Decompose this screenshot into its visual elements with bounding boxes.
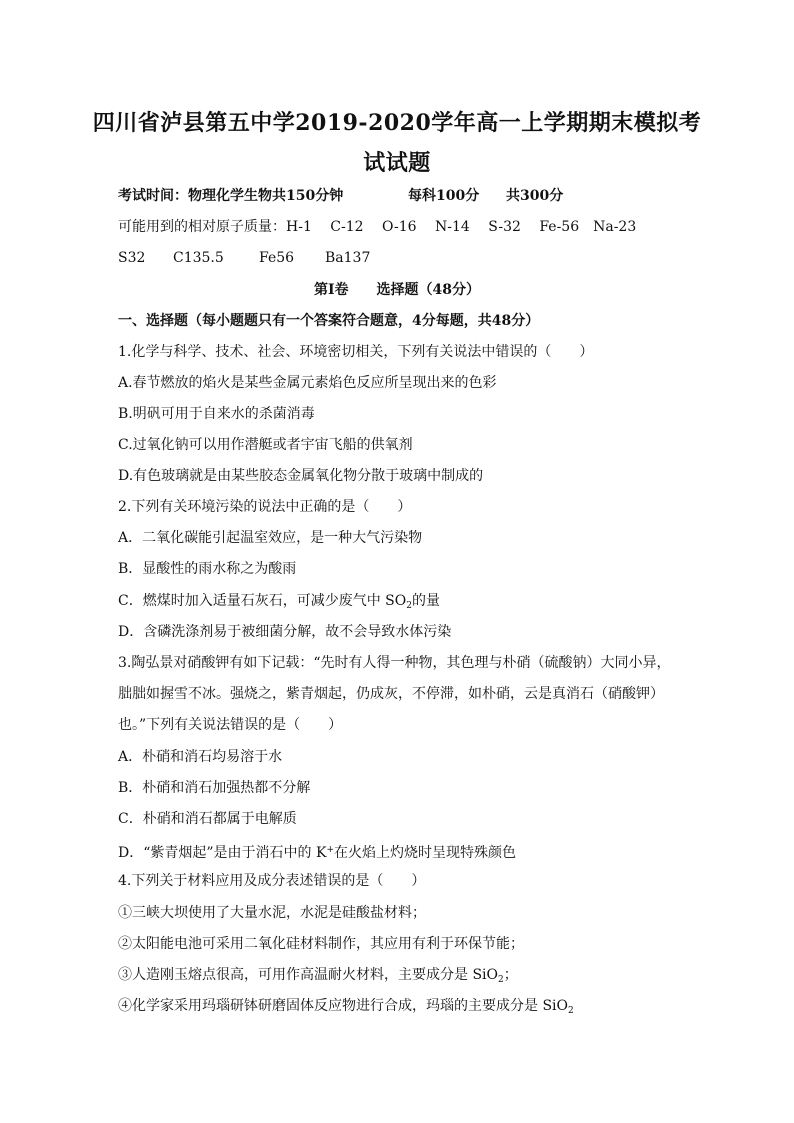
q3-option-a: A．朴硝和消石均易溶于水 xyxy=(118,749,283,765)
q2-option-c-text: C．燃煤时加入适量石灰石，可减少废气中 SO xyxy=(118,593,407,609)
q1-option-a: A.春节燃放的焰火是某些金属元素焰色反应所呈现出来的色彩 xyxy=(118,375,497,391)
q3-option-d xyxy=(118,840,718,863)
q3-option-d-text-end: 在火焰上灼烧时呈现特殊颜色 xyxy=(334,845,516,861)
q3-stem-line1: 3.陶弘景对硝酸钾有如下记载：“先时有人得一种物，其色理与朴硝（硫酸钠）大同小异， xyxy=(118,655,671,671)
q2-option-c xyxy=(118,591,718,616)
q2-option-d: D．含磷洗涤剂易于被细菌分解，故不会导致水体污染 xyxy=(118,624,452,640)
q4-item-4 xyxy=(118,996,718,1021)
exam-title-line1: 四川省泸县第五中学2019-2020学年高一上学期期末模拟考 xyxy=(92,110,702,136)
q4-stem: 4.下列关于材料应用及成分表述错误的是（ ） xyxy=(118,873,426,889)
q2-option-c-text-end: 的量 xyxy=(411,593,440,609)
q4-item-3-text: ③人造刚玉熔点很高，可用作高温耐火材料，主要成分是 SiO xyxy=(118,967,498,983)
q4-item-2: ②太阳能电池可采用二氧化硅材料制作，其应用有利于环保节能； xyxy=(118,936,524,952)
q2-option-a: A．二氧化碳能引起温室效应，是一种大气污染物 xyxy=(118,530,423,546)
exam-info xyxy=(118,186,718,206)
atomic-mass-item: Ba137 xyxy=(325,250,371,266)
q1-option-b: B.明矾可用于自来水的杀菌消毒 xyxy=(118,406,315,422)
section-heading: 第Ⅰ卷 选择题（48分） xyxy=(313,282,481,298)
q2-stem: 2.下列有关环境污染的说法中正确的是（ ） xyxy=(118,499,412,515)
q2-option-b: B．显酸性的雨水称之为酸雨 xyxy=(118,561,297,577)
q3-option-c: C．朴硝和消石都属于电解质 xyxy=(118,811,297,827)
q2-option-c-subscript: 2 xyxy=(406,601,412,611)
q1-option-d: D.有色玻璃就是由某些胶态金属氧化物分散于玻璃中制成的 xyxy=(118,468,484,484)
q3-stem-line2: 朏朏如握雪不冰。强烧之，紫青烟起，仍成灰，不停滞，如朴硝，云是真消石（硝酸钾） xyxy=(118,686,664,702)
q1-option-c: C.过氧化钠可以用作潜艇或者宇宙飞船的供氧剂 xyxy=(118,437,413,453)
exam-score-each: 每科100分 xyxy=(408,188,480,204)
atomic-mass-line2 xyxy=(118,248,718,268)
q4-item-4-text: ④化学家采用玛瑙研钵研磨固体反应物进行合成，玛瑙的主要成分是 SiO xyxy=(118,998,568,1014)
q4-item-4-subscript: 2 xyxy=(568,1006,574,1016)
exam-total: 共300分 xyxy=(506,188,564,204)
atomic-mass-line1: 可能用到的相对原子质量：H-1 C-12 O-16 N-14 S-32 Fe-56 Na-23 xyxy=(118,219,637,235)
q4-item-3 xyxy=(118,965,718,990)
exam-time: 考试时间：物理化学生物共150分钟 xyxy=(118,188,344,204)
atomic-mass-item: S32 xyxy=(118,250,146,266)
atomic-mass-item: C135.5 xyxy=(173,250,224,266)
q3-stem-line3: 也。”下列有关说法错误的是（ ） xyxy=(118,717,343,733)
q3-option-b: B．朴硝和消石加强热都不分解 xyxy=(118,780,311,796)
q3-option-d-superscript: + xyxy=(326,845,334,855)
q1-stem: 1.化学与科学、技术、社会、环境密切相关，下列有关说法中错误的（ ） xyxy=(118,344,594,360)
q4-item-3-subscript: 2 xyxy=(498,975,504,985)
q3-option-d-text: D．“紫青烟起”是由于消石中的 K xyxy=(118,845,327,861)
q4-item-1: ①三峡大坝使用了大量水泥，水泥是硅酸盐材料； xyxy=(118,905,426,921)
exam-title-line2: 试试题 xyxy=(363,150,431,176)
section-instructions: 一、选择题（每小题题只有一个答案符合题意，4分每题，共48分） xyxy=(118,313,540,329)
atomic-mass-item: Fe56 xyxy=(259,250,295,266)
q4-item-3-text-end: ； xyxy=(503,967,518,983)
